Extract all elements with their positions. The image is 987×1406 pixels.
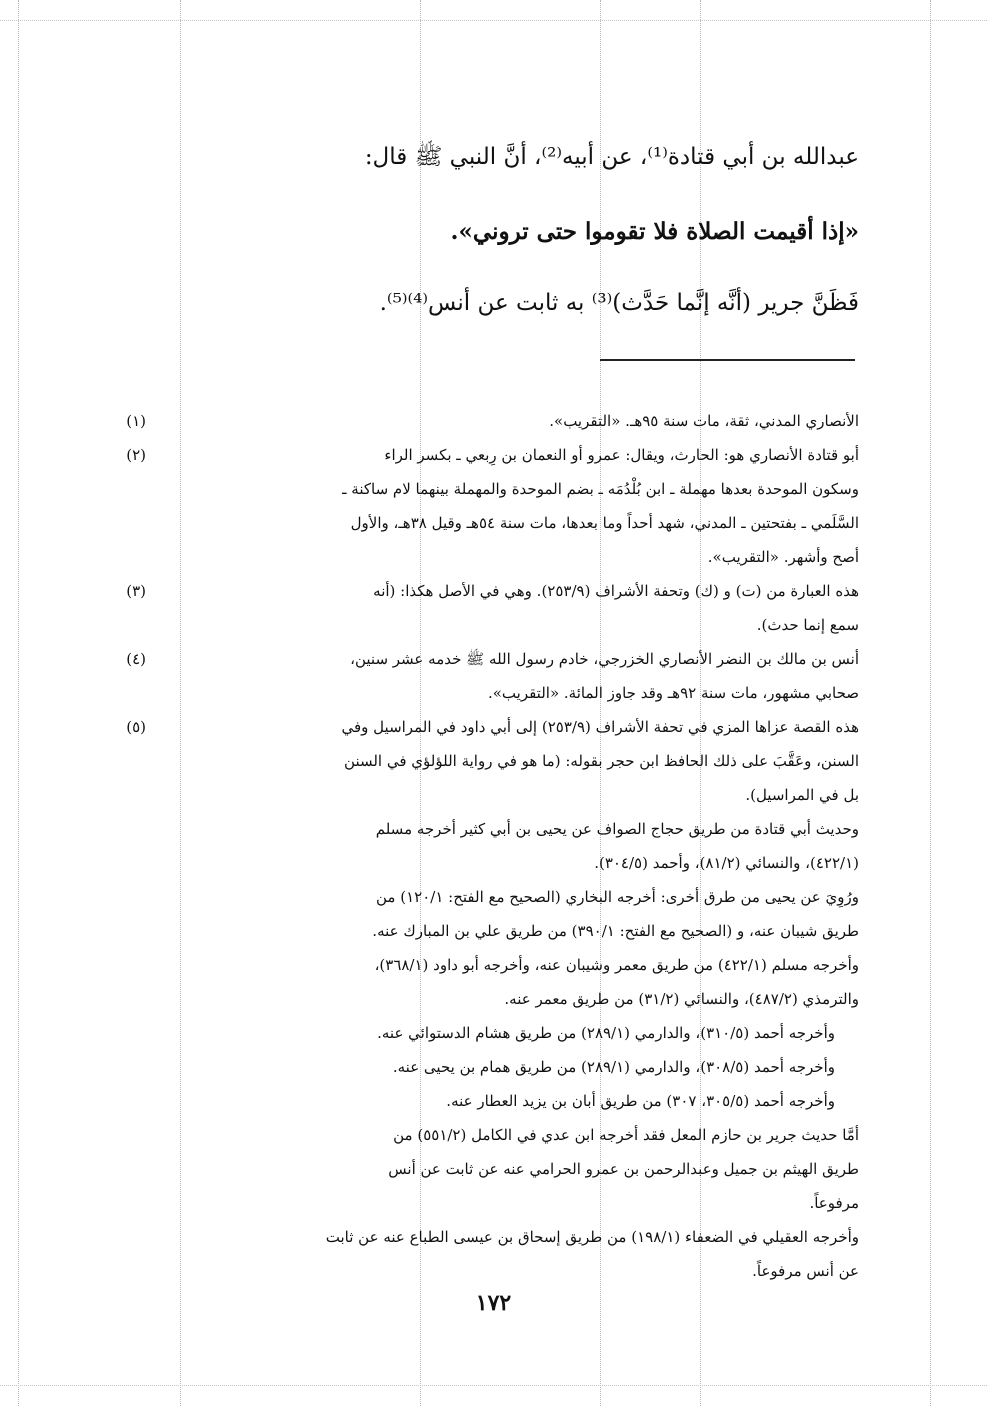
footnote-line: أبو قتادة الأنصاري هو: الحارث، ويقال: عمرو أو النعمان بن رِبعي ـ بكسر الراء (384, 446, 859, 464)
footnote-5 (108, 710, 859, 812)
footnote-5-continuation (108, 812, 859, 1288)
footnote-line: طريق الهيثم بن جميل وعبدالرحمن بن عمرو الحرامي عنه عن ثابت عن أنس (388, 1160, 859, 1178)
footnote-line: هذه العبارة من (ت) و (ك) وتحفة الأشراف (٢٥٣/٩). وهي في الأصل هكذا: (أنه (373, 582, 859, 600)
footnote-line: عن أنس مرفوعاً. (752, 1262, 859, 1280)
footnote-line: (٤٢٢/١)، والنسائي (٨١/٢)، وأحمد (٣٠٤/٥). (594, 854, 859, 872)
scan-guide-line (0, 1385, 987, 1386)
footnote-line: ورُوِيَ عن يحيى من طرق أخرى: أخرجه البخاري (الصحيح مع الفتح: ١٢٠/١) من (376, 888, 859, 906)
footnote-line: وأخرجه أحمد (٣٠٥/٥، ٣٠٧) من طريق أبان بن يزيد العطار عنه. (446, 1092, 835, 1110)
footnote-1 (108, 404, 859, 438)
page-number: ١٧٢ (475, 1290, 512, 1316)
footnote-line: وأخرجه مسلم (٤٢٢/١) من طريق معمر وشيبان عنه، وأخرجه أبو داود (٣٦٨/١)، (374, 956, 859, 974)
main-text-line-1: عبدالله بن أبي قتادة⁽¹⁾، عن أبيه⁽²⁾، أنَّ النبي ﷺ قال: (364, 144, 859, 170)
footnote-4 (108, 642, 859, 710)
footnote-line: وأخرجه أحمد (٣٠٨/٥)، والدارمي (٢٨٩/١) من طريق همام بن يحيى عنه. (392, 1058, 835, 1076)
footnote-number: (٤) (126, 650, 146, 668)
hadith-text: «إذا أقيمت الصلاة فلا تقوموا حتى تروني». (450, 218, 859, 245)
footnote-2 (108, 438, 859, 574)
footnote-line: وسكون الموحدة بعدها مهملة ـ ابن بُلْدُمَه ـ بضم الموحدة والمهملة بينهما لام ساكنة ـ (342, 480, 859, 498)
footnote-line: صحابي مشهور، مات سنة ٩٢هـ وقد جاوز المائة. «التقريب». (487, 684, 859, 702)
footnote-line: والترمذي (٤٨٧/٢)، والنسائي (٣١/٢) من طريق معمر عنه. (504, 990, 859, 1008)
footnote-number: (٥) (126, 718, 146, 736)
footnote-line: أصح وأشهر. «التقريب». (707, 548, 859, 566)
footnote-3 (108, 574, 859, 642)
main-text-line-3: فَظَنَّ جرير (أنَّه إنَّما حَدَّث)⁽³⁾ به ثابت عن أنس⁽⁴⁾⁽⁵⁾. (379, 290, 859, 316)
footnote-line: الأنصاري المدني، ثقة، مات سنة ٩٥هـ. «التقريب». (549, 412, 859, 430)
footnote-line: وحديث أبي قتادة من طريق حجاج الصواف عن يحيى بن أبي كثير أخرجه مسلم (375, 820, 859, 838)
footnote-line: طريق شيبان عنه، و (الصحيح مع الفتح: ٣٩٠/١) من طريق علي بن المبارك عنه. (372, 922, 859, 940)
scan-guide-line (18, 0, 19, 1406)
footnote-line: وأخرجه العقيلي في الضعفاء (١٩٨/١) من طريق إسحاق بن عيسى الطباع عنه عن ثابت (325, 1228, 859, 1246)
footnote-line: بل في المراسيل). (745, 786, 859, 804)
footnote-number: (٢) (126, 446, 146, 464)
footnote-line: أمَّا حديث جرير بن حازم المعل فقد أخرجه ابن عدي في الكامل (٥٥١/٢) من (393, 1126, 859, 1144)
footnote-divider (600, 359, 855, 361)
footnote-line: هذه القصة عزاها المزي في تحفة الأشراف (٢٥٣/٩) إلى أبي داود في المراسيل وفي (341, 718, 859, 736)
footnote-number: (٣) (126, 582, 146, 600)
footnote-line: السنن، وعَقَّبَ على ذلك الحافظ ابن حجر بقوله: (ما هو في رواية اللؤلؤي في السنن (344, 752, 859, 770)
footnote-line: السَّلَمي ـ بفتحتين ـ المدني، شهد أحداً وما بعدها، مات سنة ٥٤هـ وقيل ٣٨هـ، والأول (350, 514, 859, 532)
footnote-number: (١) (126, 412, 146, 430)
footnote-line: مرفوعاً. (809, 1194, 859, 1212)
footnote-line: سمع إنما حدث). (756, 616, 859, 634)
footnote-line: أنس بن مالك بن النضر الأنصاري الخزرجي، خادم رسول الله ﷺ خدمه عشر سنين، (350, 650, 859, 668)
scan-guide-line (930, 0, 931, 1406)
scan-guide-line (0, 20, 987, 21)
footnote-line: وأخرجه أحمد (٣١٠/٥)، والدارمي (٢٨٩/١) من طريق هشام الدستوائي عنه. (377, 1024, 835, 1042)
